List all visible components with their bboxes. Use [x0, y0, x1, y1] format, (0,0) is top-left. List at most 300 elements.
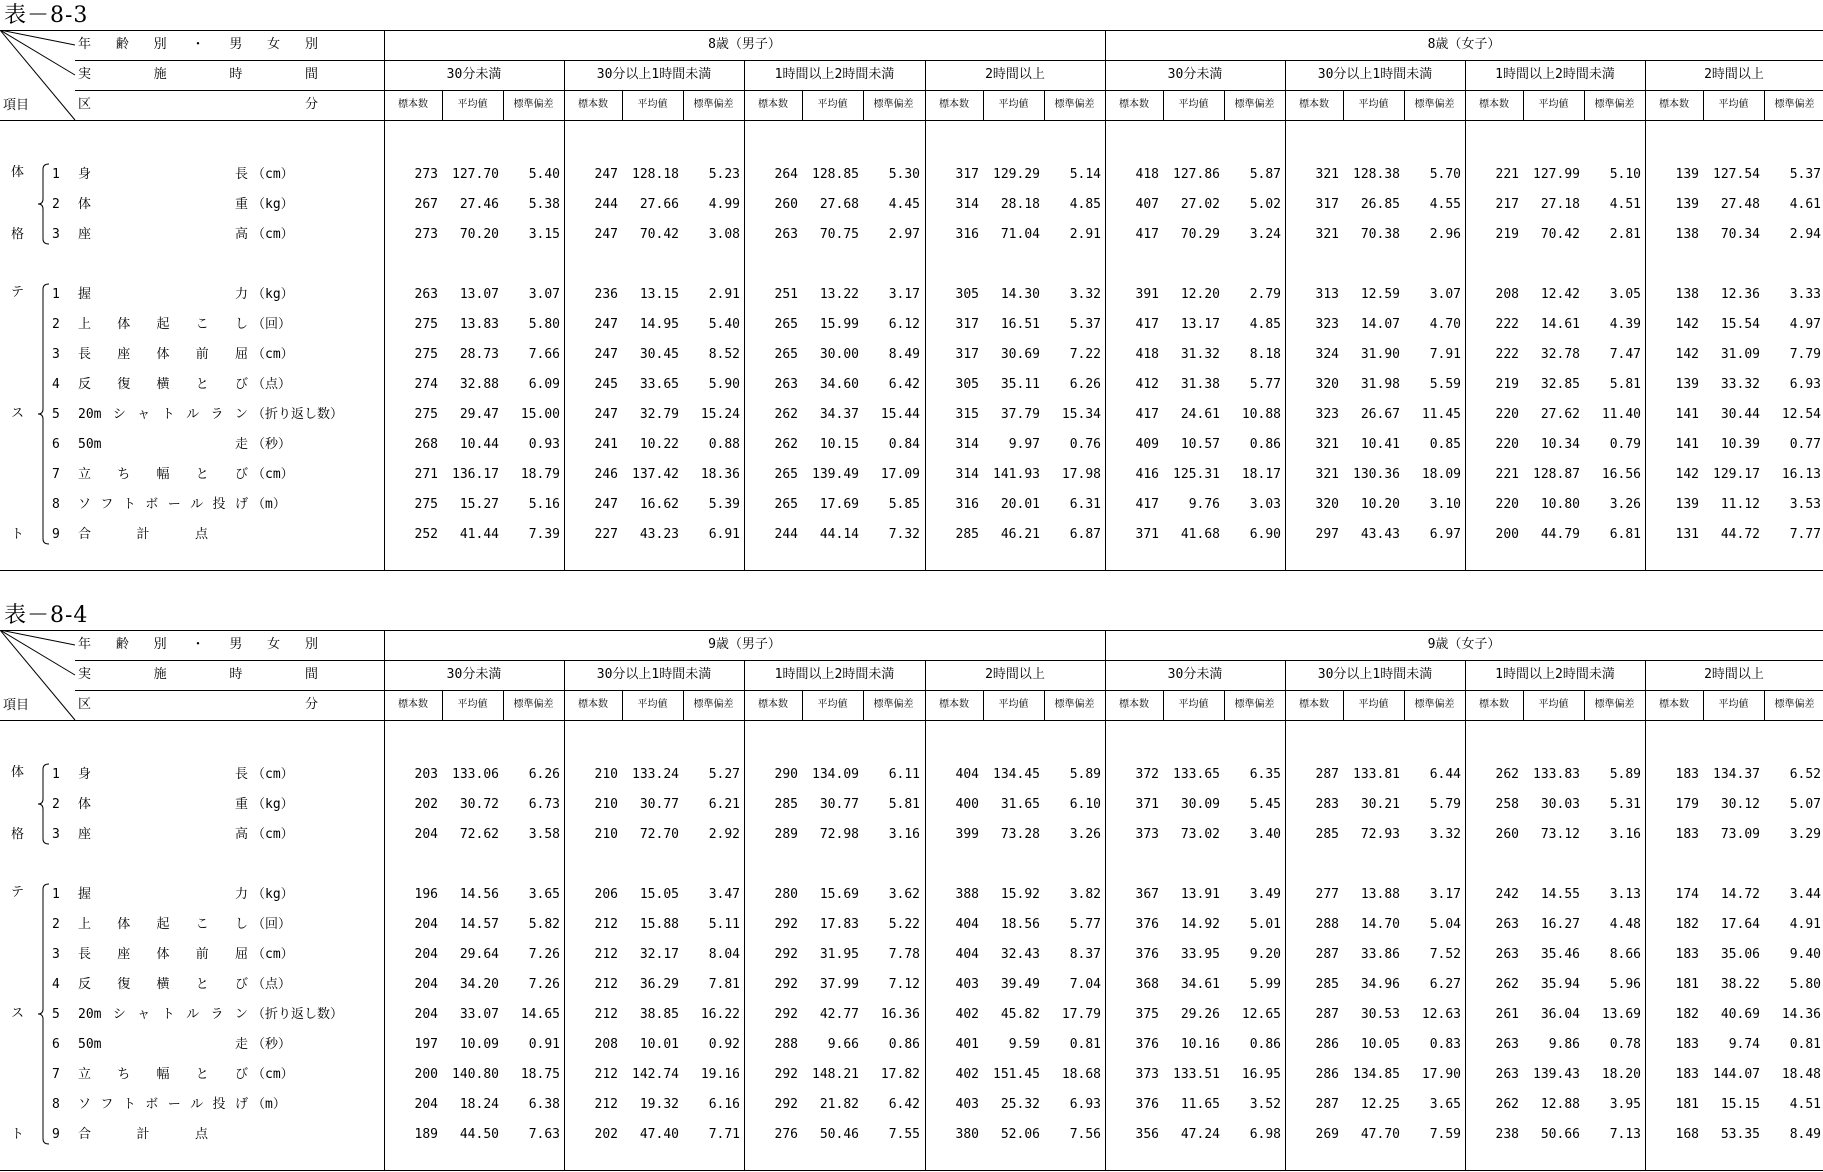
data-cell: 418: [1135, 347, 1159, 362]
item-name-char: 上: [78, 917, 92, 932]
item-name-char: 体: [117, 917, 131, 932]
data-cell: 134.85: [1353, 1067, 1400, 1082]
data-cell: 2.96: [1429, 227, 1461, 242]
data-cell: 50.46: [819, 1127, 859, 1142]
data-cell: 144.07: [1713, 1067, 1760, 1082]
item-name-char: 復: [117, 977, 131, 992]
data-cell: 212: [594, 977, 618, 992]
group-header: 8歳（男子）: [708, 37, 781, 52]
row-item-name: [78, 167, 248, 183]
item-name-char: 幅: [156, 1067, 170, 1082]
duration-header: 1時間以上2時間未満: [774, 67, 895, 82]
data-cell: 6.52: [1789, 767, 1821, 782]
data-cell: 5.37: [1789, 167, 1821, 182]
item-name-char: 握: [78, 887, 92, 902]
data-cell: 367: [1135, 887, 1159, 902]
data-cell: 0.86: [888, 1037, 920, 1052]
item-name-char: こ: [195, 317, 209, 332]
data-cell: 305: [955, 377, 979, 392]
duration-header: 30分以上1時間未満: [596, 67, 712, 82]
data-cell: 3.17: [1429, 887, 1461, 902]
data-cell: 15.69: [819, 887, 859, 902]
data-cell: 262: [774, 437, 798, 452]
stat-header: 標準偏差: [873, 699, 914, 710]
data-cell: 285: [1315, 977, 1339, 992]
group-header: 9歳（男子）: [708, 637, 781, 652]
data-cell: 5.39: [708, 497, 740, 512]
stat-header: 平均値: [998, 699, 1029, 710]
row-item-name: [78, 917, 248, 933]
data-cell: 267: [414, 197, 438, 212]
row-item-name: [78, 347, 248, 363]
section-brace: [37, 283, 51, 545]
data-cell: 290: [774, 767, 798, 782]
data-cell: 221: [1495, 167, 1519, 182]
item-name-char: 長: [234, 767, 248, 782]
data-cell: 3.32: [1429, 827, 1461, 842]
section-label-char: 格: [11, 827, 25, 842]
data-cell: 131: [1675, 527, 1699, 542]
data-cell: 141.93: [993, 467, 1040, 482]
row-item-name: [78, 1037, 248, 1053]
data-cell: 3.10: [1429, 497, 1461, 512]
row-unit: （折り返し数）: [252, 1007, 344, 1022]
item-name-char: 横: [156, 377, 170, 392]
row-item-name: [78, 977, 248, 993]
data-cell: 6.21: [708, 797, 740, 812]
row-item-name: [78, 1097, 248, 1113]
data-cell: 219: [1495, 377, 1519, 392]
duration-header: 30分未満: [446, 667, 502, 682]
data-cell: 10.09: [459, 1037, 499, 1052]
item-name-char: 走: [234, 1037, 248, 1052]
row-item-name: [78, 527, 208, 543]
data-cell: 17.09: [880, 467, 920, 482]
data-cell: 72.93: [1360, 827, 1400, 842]
data-cell: 31.98: [1360, 377, 1400, 392]
data-cell: 30.12: [1720, 797, 1760, 812]
item-name-char: ャ: [137, 1007, 151, 1022]
stat-header: 平均値: [817, 99, 848, 110]
data-cell: 14.36: [1781, 1007, 1821, 1022]
row-unit: （kg）: [252, 197, 294, 212]
item-name-char: 体: [156, 347, 170, 362]
data-cell: 5.22: [888, 917, 920, 932]
data-cell: 262: [1495, 767, 1519, 782]
item-name-char: び: [234, 1067, 248, 1082]
data-cell: 212: [594, 1007, 618, 1022]
item-name-char: び: [234, 377, 248, 392]
data-cell: 277: [1315, 887, 1339, 902]
diagonal-line: [0, 30, 75, 75]
data-cell: 6.73: [528, 797, 560, 812]
header-category-label: [78, 97, 318, 113]
data-cell: 3.17: [888, 287, 920, 302]
row-number: 5: [52, 1007, 60, 1022]
data-cell: 12.54: [1781, 407, 1821, 422]
item-name-char: 座: [117, 347, 131, 362]
data-cell: 30.53: [1360, 1007, 1400, 1022]
stat-header: 標本数: [1299, 699, 1329, 710]
data-cell: 3.47: [708, 887, 740, 902]
data-cell: 12.63: [1421, 1007, 1461, 1022]
data-cell: 15.00: [520, 407, 560, 422]
item-name-char: ル: [186, 407, 200, 422]
stat-header: 標準偏差: [1054, 699, 1095, 710]
item-name-char: 座: [78, 227, 92, 242]
data-cell: 13.88: [1360, 887, 1400, 902]
data-cell: 15.27: [459, 497, 499, 512]
item-name-char: シ: [112, 1007, 126, 1022]
row-number: 1: [52, 287, 60, 302]
data-cell: 168: [1675, 1127, 1699, 1142]
data-cell: 3.49: [1249, 887, 1281, 902]
data-cell: 0.76: [1069, 437, 1101, 452]
stat-rule: [384, 90, 1823, 91]
stat-header: 標準偏差: [1594, 99, 1635, 110]
section-label-char: テ: [11, 885, 25, 900]
stat-header: 平均値: [1718, 99, 1749, 110]
data-cell: 399: [955, 827, 979, 842]
data-cell: 388: [955, 887, 979, 902]
data-cell: 5.37: [1069, 317, 1101, 332]
data-cell: 6.10: [1069, 797, 1101, 812]
data-cell: 33.95: [1180, 947, 1220, 962]
data-cell: 376: [1135, 917, 1159, 932]
row-unit: （回）: [252, 317, 292, 332]
duration-header: 30分以上1時間未満: [1317, 67, 1433, 82]
diagonal-line: [0, 630, 75, 675]
data-cell: 402: [955, 1007, 979, 1022]
data-cell: 204: [414, 917, 438, 932]
data-cell: 323: [1315, 317, 1339, 332]
data-cell: 5.45: [1249, 797, 1281, 812]
data-cell: 52.06: [1000, 1127, 1040, 1142]
data-cell: 7.71: [708, 1127, 740, 1142]
data-cell: 0.86: [1249, 1037, 1281, 1052]
data-cell: 138: [1675, 227, 1699, 242]
data-cell: 4.45: [888, 197, 920, 212]
stat-header: 標準偏差: [1054, 99, 1095, 110]
data-cell: 13.17: [1180, 317, 1220, 332]
data-cell: 18.75: [520, 1067, 560, 1082]
stat-table-2: [0, 600, 1823, 1172]
data-cell: 128.38: [1353, 167, 1400, 182]
data-cell: 13.07: [459, 287, 499, 302]
data-cell: 38.22: [1720, 977, 1760, 992]
data-cell: 262: [1495, 1097, 1519, 1112]
data-cell: 0.91: [528, 1037, 560, 1052]
data-cell: 47.24: [1180, 1127, 1220, 1142]
stat-header: 標準偏差: [513, 99, 554, 110]
data-cell: 181: [1675, 1097, 1699, 1112]
data-cell: 6.81: [1609, 527, 1641, 542]
stat-header: 平均値: [637, 99, 668, 110]
data-cell: 2.81: [1609, 227, 1641, 242]
data-cell: 45.82: [1000, 1007, 1040, 1022]
row-unit: （折り返し数）: [252, 407, 344, 422]
table-caption: 表－8-4: [4, 603, 89, 628]
item-name-char: こ: [195, 917, 209, 932]
data-cell: 27.62: [1540, 407, 1580, 422]
duration-header: 30分未満: [446, 67, 502, 82]
row-number: 3: [52, 827, 60, 842]
stat-header: 平均値: [1538, 99, 1569, 110]
data-cell: 9.66: [827, 1037, 859, 1052]
data-cell: 400: [955, 797, 979, 812]
row-item-name: [78, 287, 248, 303]
data-cell: 417: [1135, 497, 1159, 512]
row-unit: （cm）: [252, 347, 294, 362]
data-cell: 3.07: [528, 287, 560, 302]
item-name-char: 走: [234, 437, 248, 452]
data-cell: 3.24: [1249, 227, 1281, 242]
header-age-sex-label: [78, 637, 318, 653]
data-cell: 130.36: [1353, 467, 1400, 482]
data-cell: 321: [1315, 437, 1339, 452]
item-name-char: ソ: [78, 1097, 92, 1112]
header-char: 間: [304, 667, 318, 682]
item-name-char: 体: [78, 197, 92, 212]
item-name-char: 高: [234, 827, 248, 842]
data-cell: 129.29: [993, 167, 1040, 182]
row-number: 6: [52, 1037, 60, 1052]
data-cell: 5.85: [888, 497, 920, 512]
item-name-char: 幅: [156, 467, 170, 482]
stat-header: 標本数: [758, 99, 788, 110]
item-name-char: 起: [156, 317, 170, 332]
section-brace: [37, 883, 51, 1145]
data-cell: 242: [1495, 887, 1519, 902]
data-cell: 314: [955, 467, 979, 482]
data-cell: 292: [774, 977, 798, 992]
data-cell: 4.61: [1789, 197, 1821, 212]
data-cell: 33.65: [639, 377, 679, 392]
data-cell: 32.88: [459, 377, 499, 392]
stat-header: 標本数: [1659, 99, 1689, 110]
row-number: 2: [52, 797, 60, 812]
data-cell: 252: [414, 527, 438, 542]
data-cell: 33.86: [1360, 947, 1400, 962]
data-cell: 263: [1495, 1067, 1519, 1082]
data-cell: 17.90: [1421, 1067, 1461, 1082]
row-number: 9: [52, 527, 60, 542]
item-name-char: ル: [186, 1007, 200, 1022]
item-name-char: 投: [212, 497, 226, 512]
data-cell: 3.32: [1069, 287, 1101, 302]
data-cell: 317: [1315, 197, 1339, 212]
item-name-char: 50m: [78, 437, 102, 452]
header-duration-label: [78, 667, 318, 683]
data-cell: 15.54: [1720, 317, 1760, 332]
header-duration-label: [78, 67, 318, 83]
data-cell: 3.16: [888, 827, 920, 842]
brace-path: [38, 284, 49, 544]
data-cell: 34.37: [819, 407, 859, 422]
data-cell: 183: [1675, 767, 1699, 782]
data-cell: 16.51: [1000, 317, 1040, 332]
data-cell: 16.95: [1241, 1067, 1281, 1082]
data-cell: 6.16: [708, 1097, 740, 1112]
header-char: 時: [229, 67, 243, 82]
stat-header: 標本数: [578, 99, 608, 110]
data-cell: 263: [1495, 1037, 1519, 1052]
data-cell: 32.85: [1540, 377, 1580, 392]
duration-rule: [384, 60, 1823, 61]
data-cell: 34.96: [1360, 977, 1400, 992]
header-char: 分: [304, 697, 318, 712]
stat-header: 平均値: [1538, 699, 1569, 710]
data-cell: 46.21: [1000, 527, 1040, 542]
data-cell: 47.40: [639, 1127, 679, 1142]
data-cell: 18.56: [1000, 917, 1040, 932]
data-cell: 2.91: [708, 287, 740, 302]
data-cell: 220: [1495, 407, 1519, 422]
data-cell: 8.66: [1609, 947, 1641, 962]
item-name-char: 身: [78, 167, 92, 182]
item-name-char: ト: [122, 497, 136, 512]
data-cell: 8.49: [888, 347, 920, 362]
data-cell: 27.18: [1540, 197, 1580, 212]
data-cell: 321: [1315, 227, 1339, 242]
item-name-char: シ: [112, 407, 126, 422]
row-item-name: [78, 1067, 248, 1083]
data-cell: 247: [594, 347, 618, 362]
item-name-char: フ: [100, 497, 114, 512]
stat-header: 平均値: [817, 699, 848, 710]
data-cell: 200: [414, 1067, 438, 1082]
data-cell: 5.38: [528, 197, 560, 212]
data-cell: 7.52: [1429, 947, 1461, 962]
duration-header: 2時間以上: [1704, 67, 1764, 82]
duration-divider: [744, 60, 745, 570]
data-cell: 29.64: [459, 947, 499, 962]
data-cell: 288: [1315, 917, 1339, 932]
header-char: 別: [304, 37, 318, 52]
data-cell: 321: [1315, 167, 1339, 182]
data-cell: 14.55: [1540, 887, 1580, 902]
data-cell: 151.45: [993, 1067, 1040, 1082]
data-cell: 40.69: [1720, 1007, 1760, 1022]
data-cell: 3.65: [1429, 1097, 1461, 1112]
header-category-label: [78, 697, 318, 713]
row-unit: （cm）: [252, 947, 294, 962]
data-cell: 34.60: [819, 377, 859, 392]
data-cell: 14.92: [1180, 917, 1220, 932]
header-top-rule: [0, 30, 1823, 31]
data-cell: 32.79: [639, 407, 679, 422]
data-cell: 417: [1135, 227, 1159, 242]
item-name-char: 身: [78, 767, 92, 782]
data-cell: 0.83: [1429, 1037, 1461, 1052]
stat-header: 平均値: [1178, 699, 1209, 710]
row-number: 3: [52, 227, 60, 242]
data-cell: 7.79: [1789, 347, 1821, 362]
data-cell: 27.48: [1720, 197, 1760, 212]
data-cell: 3.13: [1609, 887, 1641, 902]
header-char: ・: [191, 637, 205, 652]
data-cell: 18.68: [1061, 1067, 1101, 1082]
header-char: 女: [267, 637, 281, 652]
data-cell: 7.26: [528, 947, 560, 962]
item-name-char: ー: [167, 1097, 181, 1112]
data-cell: 41.44: [459, 527, 499, 542]
section-label-char: ス: [11, 1006, 25, 1021]
header-char: 別: [153, 37, 167, 52]
data-cell: 0.81: [1069, 1037, 1101, 1052]
row-unit: （cm）: [252, 167, 294, 182]
data-cell: 4.70: [1429, 317, 1461, 332]
duration-header: 2時間以上: [985, 667, 1045, 682]
item-name-char: ャ: [137, 407, 151, 422]
data-cell: 133.83: [1533, 767, 1580, 782]
data-cell: 17.83: [819, 917, 859, 932]
item-name-char: 横: [156, 977, 170, 992]
data-cell: 3.33: [1789, 287, 1821, 302]
stat-header: 標本数: [939, 699, 969, 710]
data-cell: 204: [414, 977, 438, 992]
data-cell: 208: [1495, 287, 1519, 302]
data-cell: 35.46: [1540, 947, 1580, 962]
data-cell: 14.65: [520, 1007, 560, 1022]
data-cell: 219: [1495, 227, 1519, 242]
data-cell: 5.80: [528, 317, 560, 332]
data-cell: 35.94: [1540, 977, 1580, 992]
data-cell: 18.48: [1781, 1067, 1821, 1082]
data-cell: 33.07: [459, 1007, 499, 1022]
data-cell: 247: [594, 317, 618, 332]
data-cell: 10.88: [1241, 407, 1281, 422]
item-name-char: び: [234, 977, 248, 992]
data-cell: 320: [1315, 497, 1339, 512]
data-cell: 285: [1315, 827, 1339, 842]
item-name-char: 立: [78, 1067, 92, 1082]
data-cell: 5.10: [1609, 167, 1641, 182]
data-cell: 11.65: [1180, 1097, 1220, 1112]
header-char: 別: [153, 637, 167, 652]
data-cell: 283: [1315, 797, 1339, 812]
data-cell: 10.22: [639, 437, 679, 452]
data-cell: 371: [1135, 797, 1159, 812]
data-cell: 222: [1495, 317, 1519, 332]
data-cell: 140.80: [452, 1067, 499, 1082]
data-cell: 26.85: [1360, 197, 1400, 212]
data-cell: 9.97: [1008, 437, 1040, 452]
header-char: 区: [78, 97, 92, 112]
data-cell: 417: [1135, 407, 1159, 422]
duration-header: 1時間以上2時間未満: [774, 667, 895, 682]
data-cell: 13.83: [459, 317, 499, 332]
data-cell: 27.46: [459, 197, 499, 212]
data-cell: 14.70: [1360, 917, 1400, 932]
data-cell: 8.37: [1069, 947, 1101, 962]
row-item-name: [78, 197, 248, 213]
data-cell: 133.51: [1173, 1067, 1220, 1082]
data-cell: 3.58: [528, 827, 560, 842]
data-cell: 391: [1135, 287, 1159, 302]
data-cell: 18.17: [1241, 467, 1281, 482]
data-cell: 30.00: [819, 347, 859, 362]
data-cell: 9.74: [1728, 1037, 1760, 1052]
data-cell: 15.05: [639, 887, 679, 902]
data-cell: 238: [1495, 1127, 1519, 1142]
data-cell: 25.32: [1000, 1097, 1040, 1112]
data-cell: 3.08: [708, 227, 740, 242]
item-name-char: 前: [195, 347, 209, 362]
data-cell: 6.90: [1249, 527, 1281, 542]
data-cell: 10.05: [1360, 1037, 1400, 1052]
data-cell: 227: [594, 527, 618, 542]
